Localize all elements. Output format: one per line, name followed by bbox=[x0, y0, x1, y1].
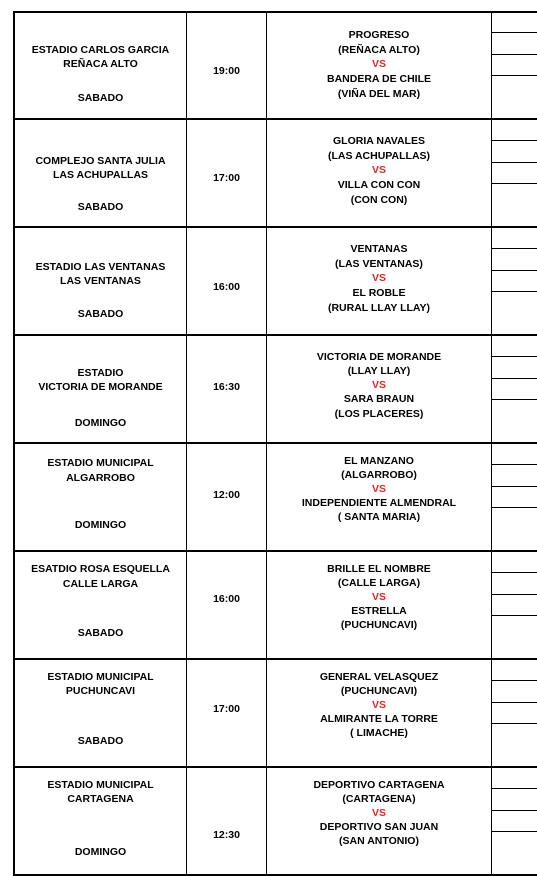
vs-label: VS bbox=[371, 272, 386, 284]
score-box-line bbox=[492, 723, 537, 724]
away-team: ESTRELLA bbox=[351, 605, 407, 617]
score-box-line bbox=[492, 399, 537, 400]
kickoff-time: 19:00 bbox=[213, 65, 240, 77]
score-box-line bbox=[492, 183, 537, 184]
table-row bbox=[13, 768, 533, 875]
match-cell bbox=[267, 336, 492, 443]
away-team: VILLA CON CON bbox=[337, 179, 421, 191]
away-team-place: (CON CON) bbox=[350, 194, 408, 206]
home-team: VENTANAS bbox=[350, 243, 408, 255]
match-day: SABADO bbox=[77, 92, 124, 104]
home-team: GENERAL VELASQUEZ bbox=[319, 671, 439, 683]
score-cell bbox=[492, 12, 537, 119]
away-team-place: (PUCHUNCAVI) bbox=[340, 619, 418, 631]
venue-cell bbox=[13, 768, 187, 875]
match-cell bbox=[267, 552, 492, 659]
time-cell bbox=[187, 552, 267, 659]
away-team-place: ( LIMACHE) bbox=[350, 727, 408, 739]
score-box-line bbox=[492, 615, 537, 616]
home-team: GLORIA NAVALES bbox=[333, 135, 425, 147]
vs-label: VS bbox=[371, 379, 386, 391]
home-team: EL MANZANO bbox=[344, 455, 414, 467]
table-row bbox=[13, 552, 533, 659]
venue-cell bbox=[13, 444, 187, 551]
kickoff-time: 17:00 bbox=[213, 703, 240, 715]
time-cell bbox=[187, 444, 267, 551]
match-cell bbox=[267, 12, 492, 119]
match-cell bbox=[267, 660, 492, 767]
table-row bbox=[13, 444, 533, 551]
time-cell bbox=[187, 768, 267, 875]
match-day: SABADO bbox=[77, 627, 124, 639]
venue-name: ESTADIO LAS VENTANAS bbox=[35, 261, 166, 273]
score-box-line bbox=[492, 572, 537, 573]
score-box-line bbox=[492, 810, 537, 811]
match-cell bbox=[267, 228, 492, 335]
venue-name: ESTADIO MUNICIPAL bbox=[47, 671, 154, 683]
score-cell bbox=[492, 228, 537, 335]
table-row bbox=[13, 12, 533, 119]
home-team-place: (LLAY LLAY) bbox=[347, 365, 411, 377]
home-team-place: (PUCHUNCAVI) bbox=[340, 685, 418, 697]
score-boxes bbox=[492, 768, 537, 832]
score-boxes bbox=[492, 660, 537, 724]
score-box-line bbox=[492, 162, 537, 163]
score-box-line bbox=[492, 54, 537, 55]
score-box-line bbox=[492, 140, 537, 141]
score-box-line bbox=[492, 594, 537, 595]
table-row bbox=[13, 120, 533, 227]
venue-name: ESATDIO ROSA ESQUELLA bbox=[31, 563, 170, 575]
score-cell bbox=[492, 768, 537, 875]
venue-location: CALLE LARGA bbox=[62, 578, 139, 590]
score-cell bbox=[492, 120, 537, 227]
venue-name: COMPLEJO SANTA JULIA bbox=[35, 155, 166, 167]
match-day: DOMINGO bbox=[74, 417, 127, 429]
time-cell bbox=[187, 228, 267, 335]
away-team: ALMIRANTE LA TORRE bbox=[320, 713, 438, 725]
venue-location: REÑACA ALTO bbox=[63, 58, 138, 70]
vs-label: VS bbox=[371, 591, 386, 603]
match-cell bbox=[267, 444, 492, 551]
away-team: DEPORTIVO SAN JUAN bbox=[319, 821, 439, 833]
score-box-line bbox=[492, 486, 537, 487]
home-team: BRILLE EL NOMBRE bbox=[327, 563, 431, 575]
vs-label: VS bbox=[371, 807, 386, 819]
away-team: BANDERA DE CHILE bbox=[326, 73, 432, 85]
score-boxes bbox=[492, 444, 537, 508]
score-boxes bbox=[492, 120, 537, 184]
vs-label: VS bbox=[371, 164, 386, 176]
score-box-line bbox=[492, 378, 537, 379]
away-team: INDEPENDIENTE ALMENDRAL bbox=[301, 497, 457, 509]
kickoff-time: 17:00 bbox=[213, 172, 240, 184]
score-box-line bbox=[492, 831, 537, 832]
kickoff-time: 12:30 bbox=[213, 829, 240, 841]
score-box-line bbox=[492, 291, 537, 292]
home-team: DEPORTIVO CARTAGENA bbox=[313, 779, 445, 791]
kickoff-time: 16:00 bbox=[213, 281, 240, 293]
venue-name: ESTADIO MUNICIPAL bbox=[47, 779, 154, 791]
vs-label: VS bbox=[371, 58, 386, 70]
home-team-place: (REÑACA ALTO) bbox=[338, 44, 420, 56]
score-boxes bbox=[492, 336, 537, 400]
score-box-line bbox=[492, 75, 537, 76]
venue-name: ESTADIO bbox=[77, 367, 124, 379]
away-team-place: (SAN ANTONIO) bbox=[339, 835, 419, 847]
home-team-place: (CALLE LARGA) bbox=[337, 577, 421, 589]
venue-cell bbox=[13, 552, 187, 659]
venue-location: LAS VENTANAS bbox=[60, 275, 141, 287]
score-box-line bbox=[492, 464, 537, 465]
venue-location: VICTORIA DE MORANDE bbox=[38, 381, 163, 393]
match-day: DOMINGO bbox=[74, 519, 127, 531]
score-box-line bbox=[492, 788, 537, 789]
table-row bbox=[13, 228, 533, 335]
match-day: SABADO bbox=[77, 201, 124, 213]
venue-cell bbox=[13, 336, 187, 443]
table-row bbox=[13, 336, 533, 443]
score-box-line bbox=[492, 248, 537, 249]
venue-location: ALGARROBO bbox=[66, 472, 135, 484]
score-boxes bbox=[492, 12, 537, 76]
home-team-place: (LAS ACHUPALLAS) bbox=[327, 150, 431, 162]
away-team-place: (RURAL LLAY LLAY) bbox=[327, 302, 431, 314]
score-boxes bbox=[492, 228, 537, 292]
time-cell bbox=[187, 336, 267, 443]
score-boxes bbox=[492, 552, 537, 616]
score-box-line bbox=[492, 507, 537, 508]
kickoff-time: 16:30 bbox=[213, 381, 240, 393]
home-team: PROGRESO bbox=[348, 29, 410, 41]
score-box-line bbox=[492, 270, 537, 271]
away-team-place: ( SANTA MARIA) bbox=[337, 511, 421, 523]
home-team-place: (ALGARROBO) bbox=[341, 469, 417, 481]
score-cell bbox=[492, 660, 537, 767]
home-team-place: (CARTAGENA) bbox=[342, 793, 416, 805]
venue-cell bbox=[13, 12, 187, 119]
venue-cell bbox=[13, 228, 187, 335]
venue-location: CARTAGENA bbox=[67, 793, 134, 805]
venue-name: ESTADIO MUNICIPAL bbox=[47, 457, 154, 469]
venue-cell bbox=[13, 120, 187, 227]
venue-cell bbox=[13, 660, 187, 767]
score-cell bbox=[492, 444, 537, 551]
home-team-place: (LAS VENTANAS) bbox=[335, 258, 423, 270]
vs-label: VS bbox=[371, 483, 386, 495]
score-cell bbox=[492, 336, 537, 443]
match-day: SABADO bbox=[77, 308, 124, 320]
time-cell bbox=[187, 660, 267, 767]
venue-location: LAS ACHUPALLAS bbox=[52, 169, 149, 181]
score-box-line bbox=[492, 32, 537, 33]
away-team: SARA BRAUN bbox=[343, 393, 415, 405]
score-cell bbox=[492, 552, 537, 659]
match-cell bbox=[267, 768, 492, 875]
away-team-place: (LOS PLACERES) bbox=[334, 408, 424, 420]
home-team: VICTORIA DE MORANDE bbox=[316, 351, 442, 363]
vs-label: VS bbox=[371, 699, 386, 711]
match-day: SABADO bbox=[77, 735, 124, 747]
table-row bbox=[13, 660, 533, 767]
venue-name: ESTADIO CARLOS GARCIA bbox=[31, 44, 170, 56]
score-box-line bbox=[492, 356, 537, 357]
score-box-line bbox=[492, 680, 537, 681]
time-cell bbox=[187, 12, 267, 119]
venue-location: PUCHUNCAVI bbox=[65, 685, 136, 697]
match-day: DOMINGO bbox=[74, 846, 127, 858]
away-team-place: (VIÑA DEL MAR) bbox=[337, 88, 421, 100]
kickoff-time: 12:00 bbox=[213, 489, 240, 501]
away-team: EL ROBLE bbox=[352, 287, 406, 299]
match-cell bbox=[267, 120, 492, 227]
time-cell bbox=[187, 120, 267, 227]
score-box-line bbox=[492, 702, 537, 703]
kickoff-time: 16:00 bbox=[213, 593, 240, 605]
